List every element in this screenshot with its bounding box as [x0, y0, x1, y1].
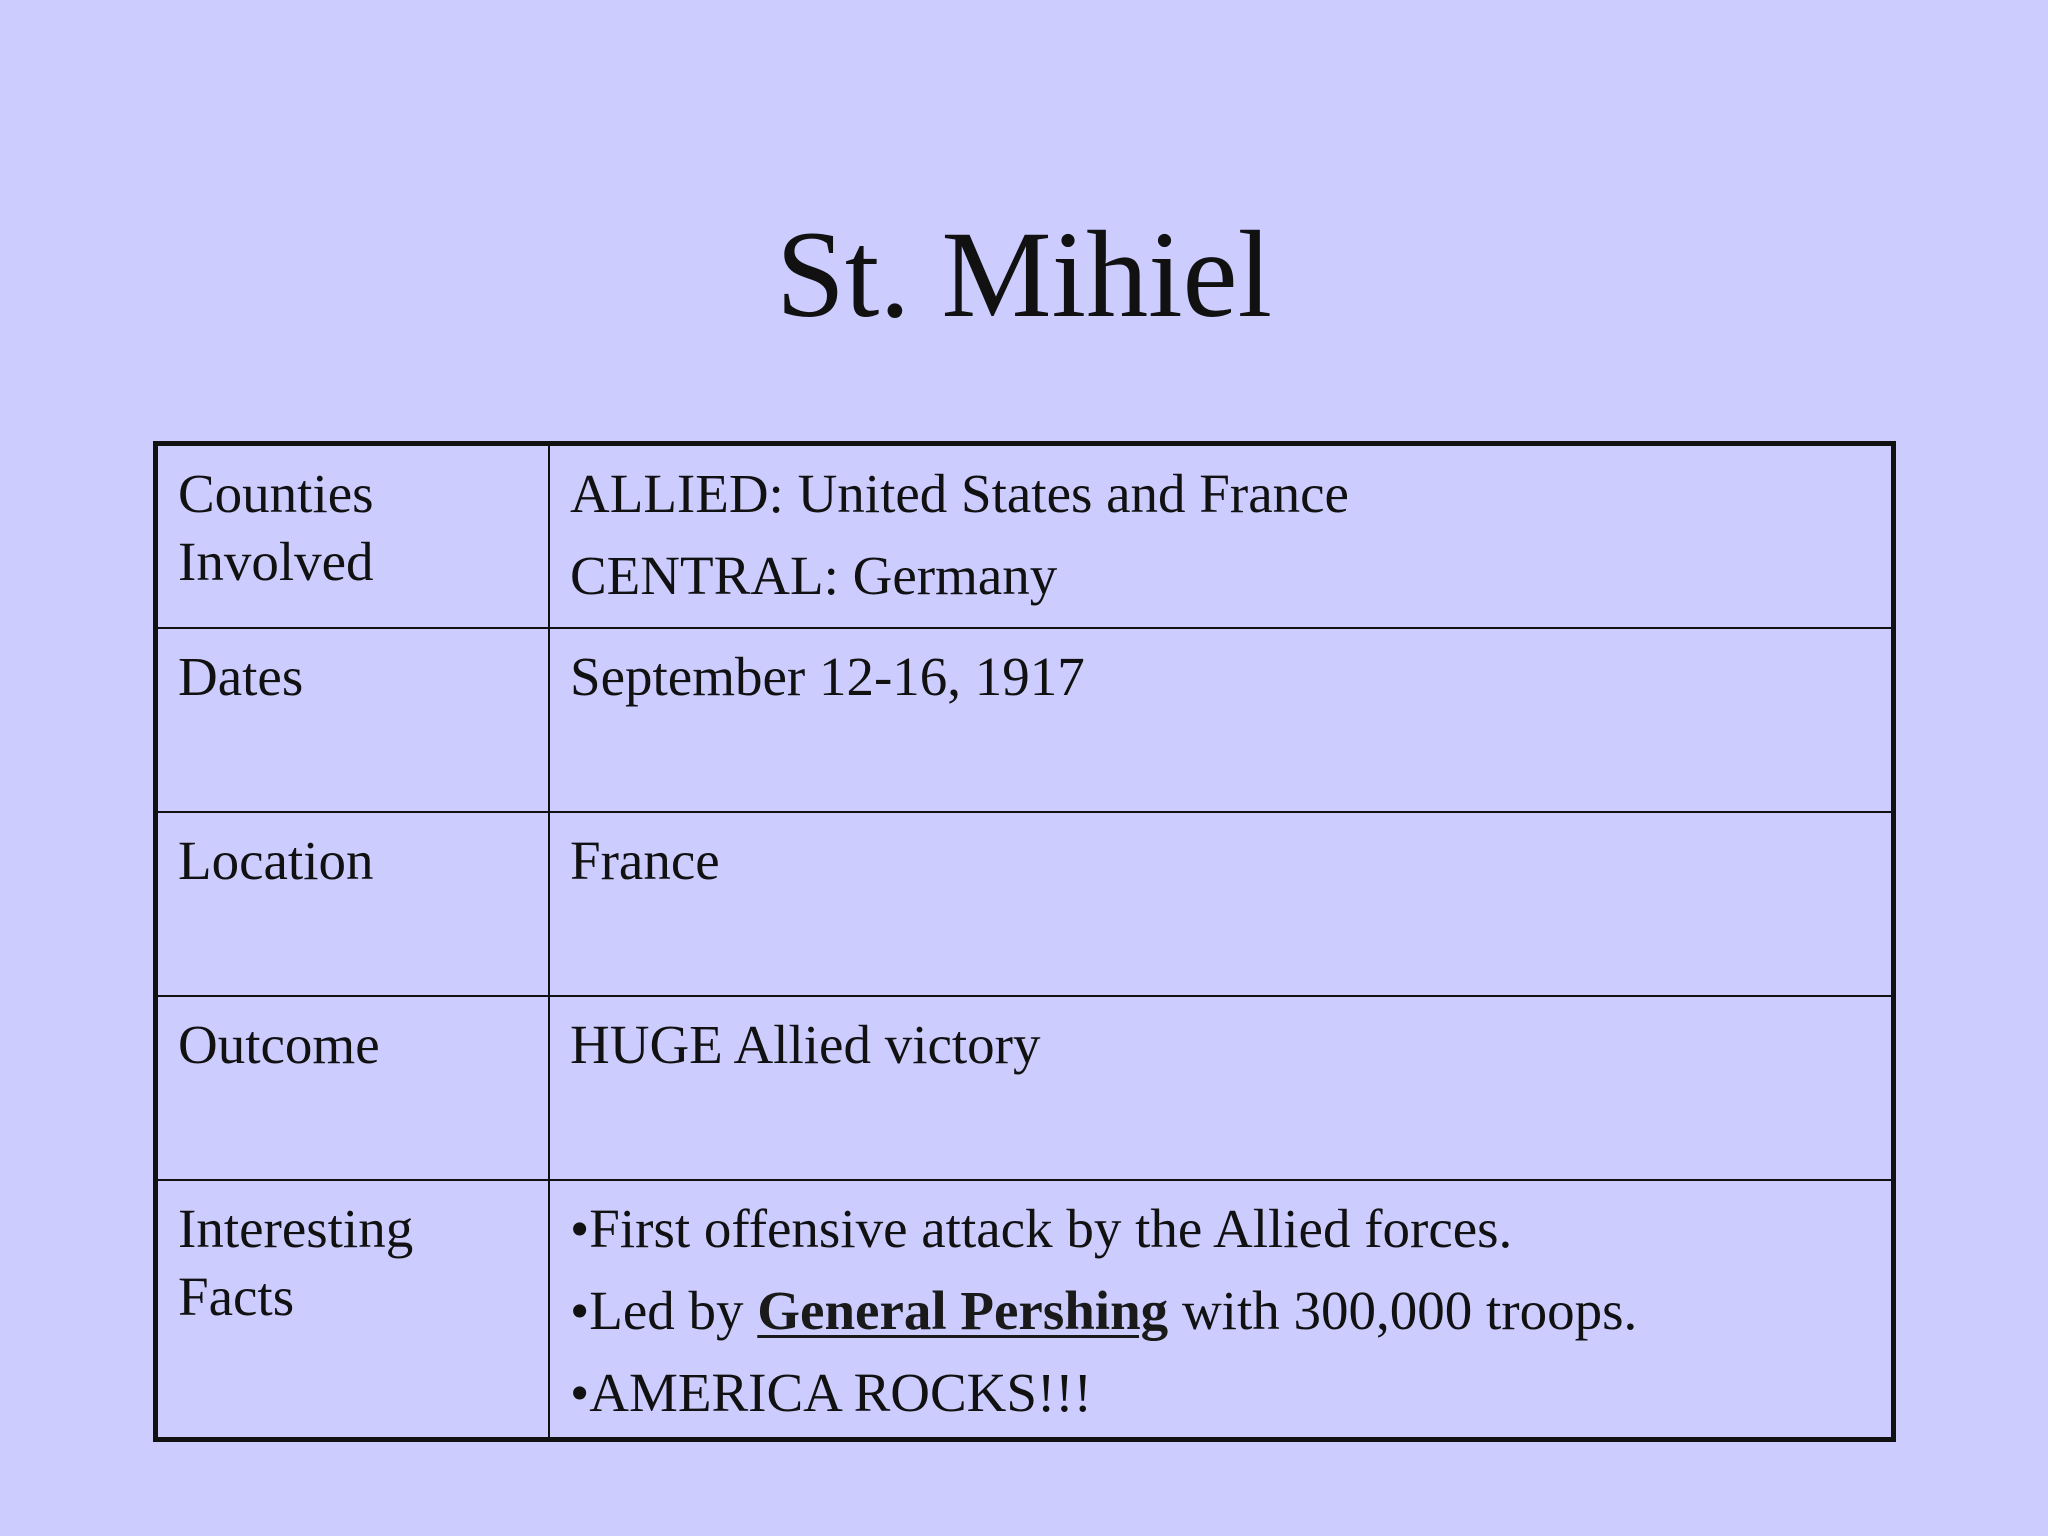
- row-label: Counties Involved: [178, 463, 374, 592]
- row-label-cell: [156, 628, 550, 812]
- general-pershing-link[interactable]: General Pershing: [757, 1279, 1169, 1341]
- row-value-cell: [549, 444, 1894, 628]
- info-table: [153, 441, 1896, 1442]
- outcome-text: HUGE Allied victory: [570, 1013, 1041, 1075]
- dates-text: September 12-16, 1917: [570, 645, 1085, 707]
- fact-america-rocks: •AMERICA ROCKS!!!: [570, 1361, 1092, 1423]
- table-row-location: [156, 812, 1894, 996]
- table-row-countries: [156, 444, 1894, 628]
- row-label-cell: [156, 444, 550, 628]
- row-label-cell: [156, 812, 550, 996]
- row-label: Location: [178, 829, 374, 891]
- table-row-dates: [156, 628, 1894, 812]
- central-countries-text: CENTRAL: Germany: [570, 545, 1058, 606]
- row-value-cell: [549, 812, 1894, 996]
- row-value-cell: [549, 996, 1894, 1180]
- fact-led-by: [570, 1277, 1871, 1345]
- table-row-facts: [156, 1180, 1894, 1440]
- row-label: Outcome: [178, 1013, 380, 1075]
- row-label: Interesting Facts: [178, 1197, 414, 1327]
- allied-countries-text: ALLIED: United States and France: [570, 463, 1349, 524]
- location-text: France: [570, 829, 720, 891]
- slide-title: St. Mihiel: [775, 206, 1273, 343]
- row-label: Dates: [178, 645, 304, 707]
- fact-led-by-suffix: with 300,000 troops.: [1168, 1279, 1638, 1341]
- row-value-cell: [549, 628, 1894, 812]
- table-row-outcome: [156, 996, 1894, 1180]
- fact-first-offensive: •First offensive attack by the Allied forces.: [570, 1197, 1513, 1259]
- row-value-cell: [549, 1180, 1894, 1440]
- fact-led-by-prefix: •Led by: [570, 1279, 758, 1341]
- row-label-cell: [156, 1180, 550, 1440]
- row-label-cell: [156, 996, 550, 1180]
